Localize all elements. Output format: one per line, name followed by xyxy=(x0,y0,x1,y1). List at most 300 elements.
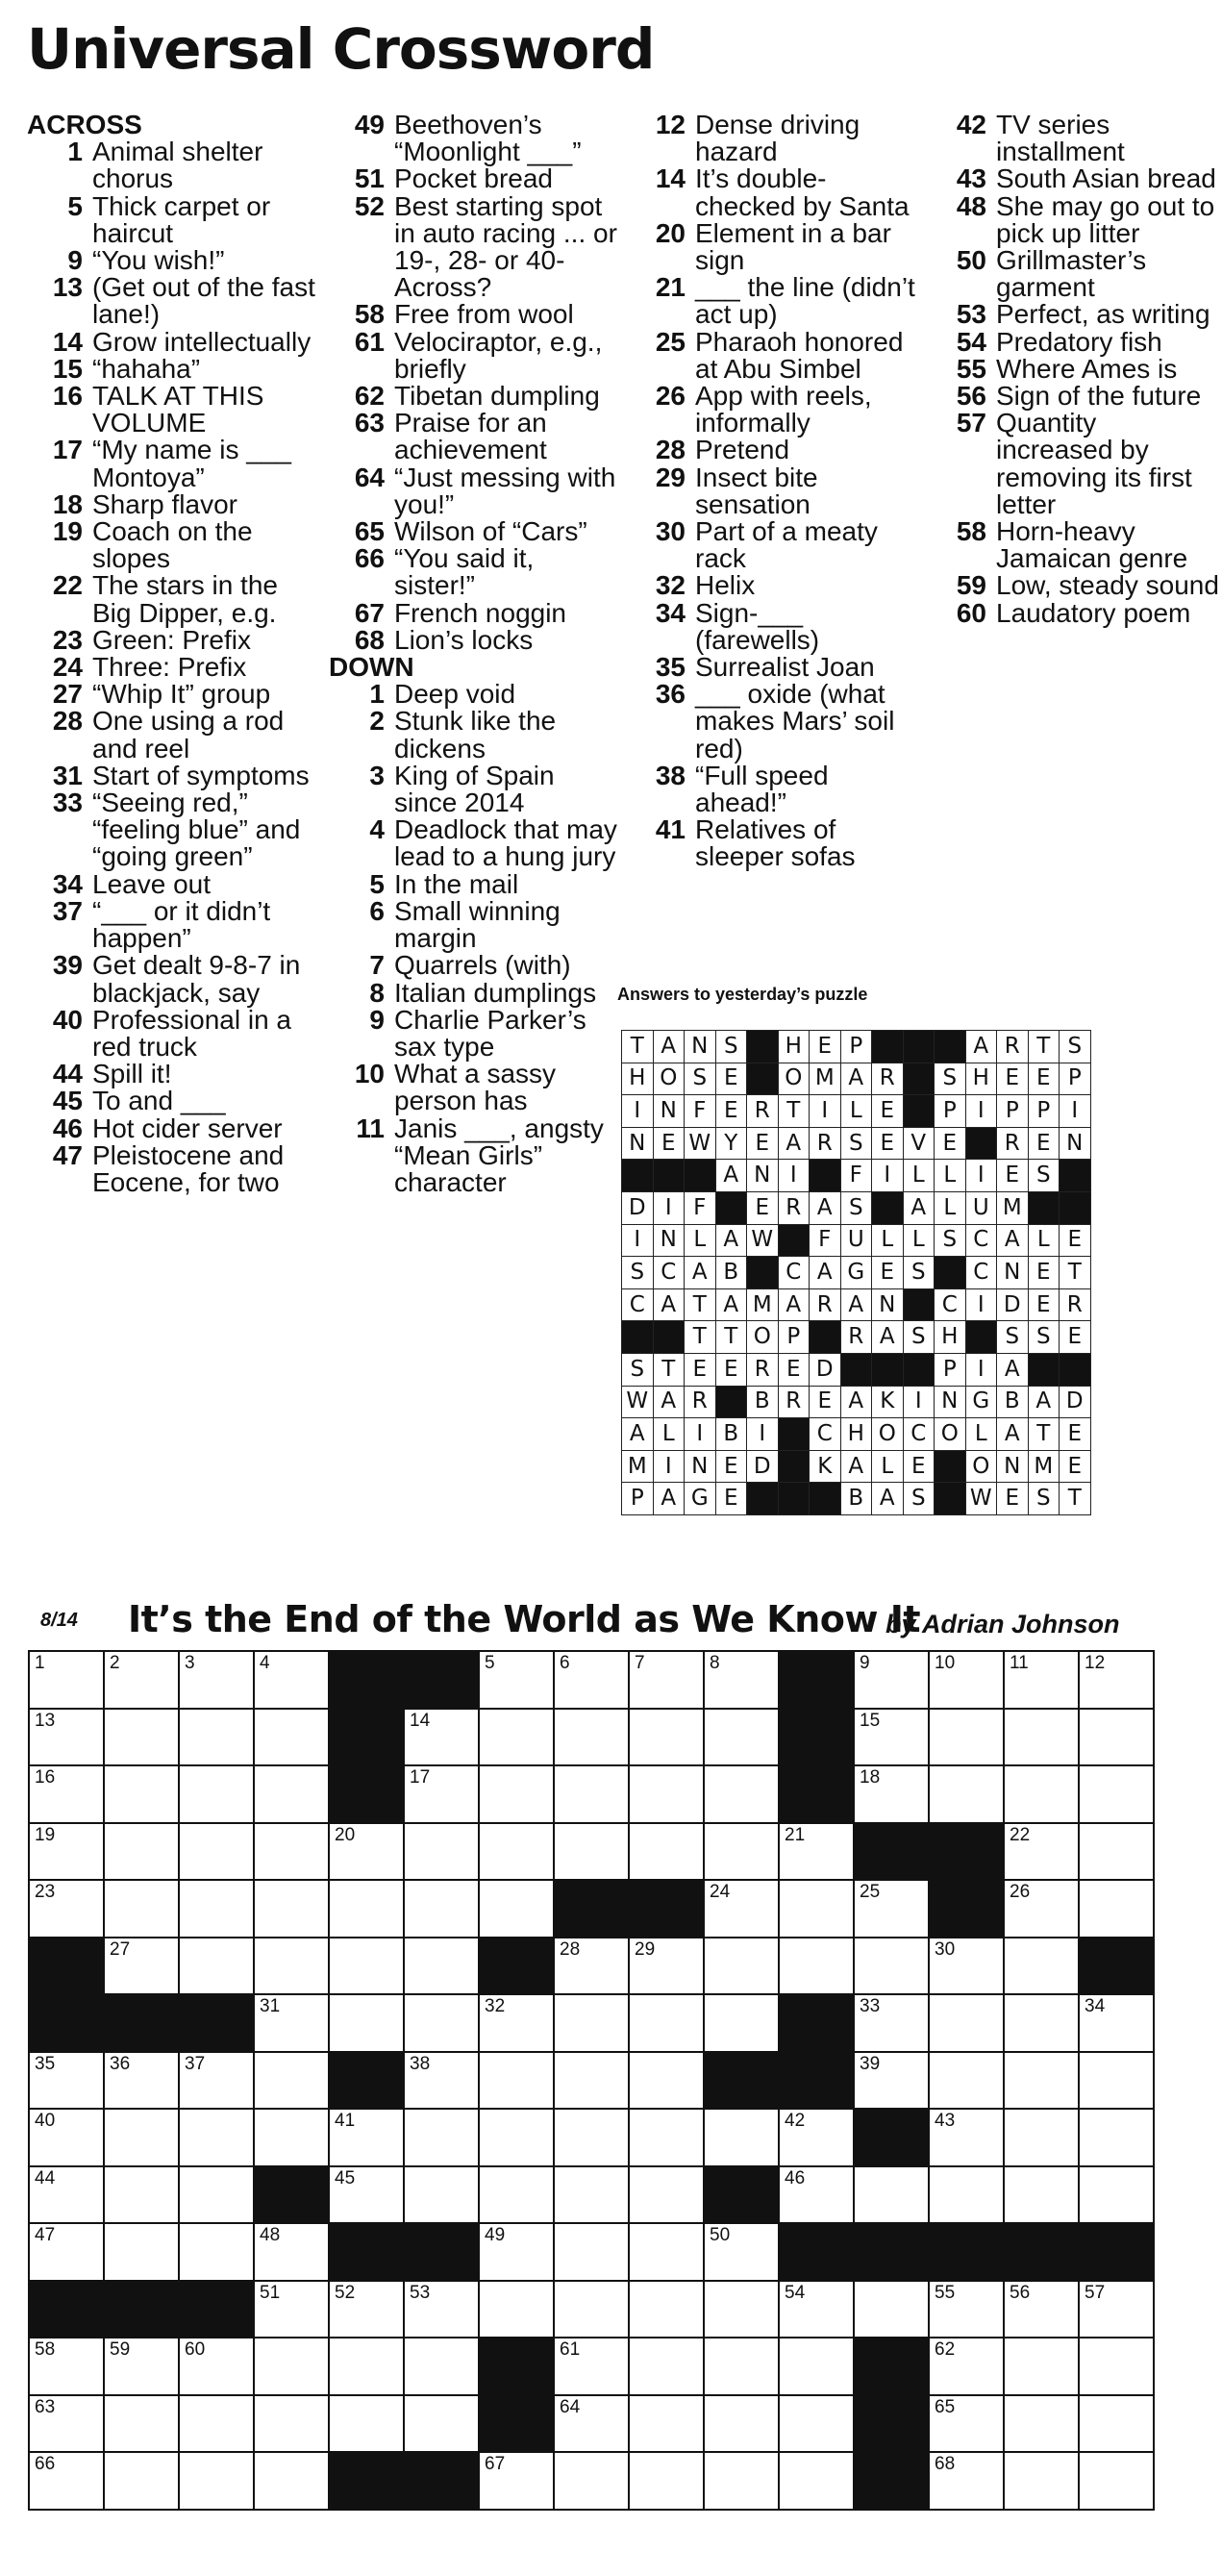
answer-cell: E xyxy=(1028,1127,1060,1160)
grid-cell[interactable] xyxy=(179,2166,254,2224)
grid-cell[interactable] xyxy=(854,1709,929,1766)
clue-text: Sign of the future xyxy=(996,381,1202,412)
grid-cell[interactable] xyxy=(629,2281,704,2338)
grid-cell[interactable] xyxy=(329,2338,404,2395)
clue-number: 20 xyxy=(655,217,686,248)
grid-cell[interactable] xyxy=(929,2109,1004,2166)
grid-cell[interactable] xyxy=(404,1994,479,2052)
clue-text: Where Ames is xyxy=(996,353,1178,384)
grid-cell[interactable] xyxy=(104,2166,179,2224)
black-square xyxy=(329,2452,404,2510)
grid-cell[interactable] xyxy=(1079,1994,1154,2052)
answer-cell: T xyxy=(622,1031,654,1063)
grid-cell[interactable] xyxy=(1004,1651,1079,1709)
grid-cell[interactable] xyxy=(479,1709,554,1766)
grid-cell[interactable] xyxy=(29,1880,104,1938)
grid-cell[interactable] xyxy=(1079,2452,1154,2510)
answer-cell: A xyxy=(715,1224,747,1257)
answer-cell: D xyxy=(1060,1386,1091,1418)
grid-cell[interactable] xyxy=(179,1938,254,1995)
grid-cell[interactable] xyxy=(104,1938,179,1995)
grid-cell[interactable] xyxy=(629,1651,704,1709)
clue-number: 23 xyxy=(52,624,83,655)
answer-cell: O xyxy=(872,1418,904,1451)
grid-cell[interactable] xyxy=(104,2223,179,2281)
grid-cell[interactable] xyxy=(479,2223,554,2281)
answer-cell: S xyxy=(715,1031,747,1063)
clue-text: Pleistocene and Eocene, for two xyxy=(92,1139,285,1197)
grid-cell[interactable] xyxy=(29,1823,104,1881)
grid-cell[interactable] xyxy=(104,2109,179,2166)
grid-cell[interactable] xyxy=(404,1709,479,1766)
clue-column-3 xyxy=(630,112,918,871)
grid-cell[interactable] xyxy=(29,2395,104,2453)
grid-cell[interactable] xyxy=(329,1994,404,2052)
cell-number: 21 xyxy=(785,1824,806,1845)
cell-number: 44 xyxy=(35,2167,56,2188)
clue-number: 54 xyxy=(956,326,986,357)
across-clue xyxy=(27,437,315,490)
grid-cell[interactable] xyxy=(704,1938,779,1995)
grid-cell[interactable] xyxy=(854,2052,929,2110)
answer-cell: I xyxy=(903,1386,935,1418)
clue-text: The stars in the Big Dipper, e.g. xyxy=(92,570,278,628)
grid-cell[interactable] xyxy=(704,1651,779,1709)
grid-cell[interactable] xyxy=(629,2452,704,2510)
answer-cell: F xyxy=(685,1095,716,1128)
grid-cell[interactable] xyxy=(104,2395,179,2453)
clue-text: “You said it, sister!” xyxy=(394,543,535,601)
grid-cell[interactable] xyxy=(1004,1765,1079,1823)
across-clue xyxy=(27,1004,315,1062)
clue-number: 8 xyxy=(369,977,385,1008)
grid-cell[interactable] xyxy=(29,2223,104,2281)
grid-cell[interactable] xyxy=(329,1823,404,1881)
clue-number: 53 xyxy=(956,299,986,330)
grid-cell[interactable] xyxy=(479,2052,554,2110)
grid-cell[interactable] xyxy=(29,2166,104,2224)
grid-cell[interactable] xyxy=(704,2223,779,2281)
grid-cell[interactable] xyxy=(404,2395,479,2453)
grid-cell[interactable] xyxy=(254,2281,329,2338)
grid-cell[interactable] xyxy=(554,2166,629,2224)
grid-cell[interactable] xyxy=(1079,2395,1154,2453)
answer-cell: A xyxy=(872,1483,904,1515)
grid-cell[interactable] xyxy=(329,2166,404,2224)
grid-cell[interactable] xyxy=(1079,1765,1154,1823)
black-square xyxy=(747,1063,779,1095)
grid-cell[interactable] xyxy=(1079,1651,1154,1709)
grid-cell[interactable] xyxy=(704,1880,779,1938)
grid-cell[interactable] xyxy=(1079,2052,1154,2110)
grid-cell[interactable] xyxy=(1079,1709,1154,1766)
grid-cell[interactable] xyxy=(629,1709,704,1766)
grid-cell[interactable] xyxy=(29,1651,104,1709)
black-square xyxy=(935,1031,966,1063)
black-square xyxy=(1079,2223,1154,2281)
grid-cell[interactable] xyxy=(1004,2109,1079,2166)
grid-cell[interactable] xyxy=(779,1823,854,1881)
grid-cell[interactable] xyxy=(854,1651,929,1709)
clue-text: “Seeing red,” “feeling blue” and “going green” xyxy=(92,788,301,872)
grid-cell[interactable] xyxy=(629,1994,704,2052)
clue-number: 44 xyxy=(52,1059,83,1089)
grid-cell[interactable] xyxy=(254,2052,329,2110)
grid-cell[interactable] xyxy=(1004,2052,1079,2110)
grid-cell[interactable] xyxy=(29,1765,104,1823)
clue-text: TV series installment xyxy=(996,110,1125,167)
cell-number: 43 xyxy=(935,2111,956,2131)
cell-number: 16 xyxy=(35,1767,56,1788)
clue-text: Professional in a red truck xyxy=(92,1004,292,1062)
grid-cell[interactable] xyxy=(1004,1938,1079,1995)
grid-cell[interactable] xyxy=(704,2281,779,2338)
clue-number: 25 xyxy=(655,326,686,357)
grid-cell[interactable] xyxy=(1004,1823,1079,1881)
answer-cell: P xyxy=(997,1095,1029,1128)
grid-cell[interactable] xyxy=(179,2052,254,2110)
answer-cell: N xyxy=(685,1450,716,1483)
grid-cell[interactable] xyxy=(929,2452,1004,2510)
clue-number: 27 xyxy=(52,679,83,710)
grid-cell[interactable] xyxy=(554,1651,629,1709)
grid-cell[interactable] xyxy=(554,1709,629,1766)
answer-cell: F xyxy=(840,1160,872,1192)
clue-number: 26 xyxy=(655,381,686,412)
clue-text: Insect bite sensation xyxy=(695,462,818,519)
grid-cell[interactable] xyxy=(1004,2281,1079,2338)
grid-cell[interactable] xyxy=(254,2109,329,2166)
grid-cell[interactable] xyxy=(404,1823,479,1881)
grid-cell[interactable] xyxy=(254,1823,329,1881)
grid-cell[interactable] xyxy=(404,2052,479,2110)
grid-cell[interactable] xyxy=(854,1994,929,2052)
grid-cell[interactable] xyxy=(779,2281,854,2338)
grid-cell[interactable] xyxy=(704,1994,779,2052)
grid-cell[interactable] xyxy=(179,2109,254,2166)
grid-cell[interactable] xyxy=(404,2166,479,2224)
grid-cell[interactable] xyxy=(779,2338,854,2395)
grid-cell[interactable] xyxy=(104,1709,179,1766)
answer-cell: O xyxy=(653,1063,685,1095)
answer-cell: N xyxy=(622,1127,654,1160)
grid-cell[interactable] xyxy=(929,2166,1004,2224)
grid-cell[interactable] xyxy=(404,1880,479,1938)
grid-cell[interactable] xyxy=(329,2281,404,2338)
cell-number: 20 xyxy=(335,1824,356,1845)
grid-cell[interactable] xyxy=(629,1765,704,1823)
down-clue xyxy=(931,165,1219,192)
grid-cell[interactable] xyxy=(554,1994,629,2052)
grid-cell[interactable] xyxy=(179,1880,254,1938)
grid-cell[interactable] xyxy=(629,1938,704,1995)
grid-cell[interactable] xyxy=(104,1880,179,1938)
grid-cell[interactable] xyxy=(929,1994,1004,2052)
grid-cell[interactable] xyxy=(1079,2338,1154,2395)
black-square xyxy=(1004,2223,1079,2281)
grid-cell[interactable] xyxy=(479,2281,554,2338)
grid-cell[interactable] xyxy=(779,2109,854,2166)
grid-cell[interactable] xyxy=(929,2281,1004,2338)
grid-cell[interactable] xyxy=(104,2338,179,2395)
grid-cell[interactable] xyxy=(1079,2281,1154,2338)
answer-cell: A xyxy=(810,1257,841,1289)
clue-text: Get dealt 9-8-7 in blackjack, say xyxy=(92,950,301,1008)
grid-cell[interactable] xyxy=(29,2109,104,2166)
grid-cell[interactable] xyxy=(179,2452,254,2510)
grid-cell[interactable] xyxy=(179,2395,254,2453)
grid-cell[interactable] xyxy=(404,1765,479,1823)
grid-cell[interactable] xyxy=(329,1938,404,1995)
clue-text: Janis ___, angsty “Mean Girls” character xyxy=(394,1113,604,1197)
grid-cell[interactable] xyxy=(1079,2166,1154,2224)
grid-cell[interactable] xyxy=(554,2338,629,2395)
grid-cell[interactable] xyxy=(629,2395,704,2453)
grid-cell[interactable] xyxy=(779,2452,854,2510)
grid-cell[interactable] xyxy=(554,1823,629,1881)
grid-cell[interactable] xyxy=(479,1651,554,1709)
grid-cell[interactable] xyxy=(854,1880,929,1938)
grid-cell[interactable] xyxy=(554,2223,629,2281)
answer-cell: E xyxy=(747,1127,779,1160)
grid-cell[interactable] xyxy=(704,2395,779,2453)
grid-cell[interactable] xyxy=(1079,1823,1154,1881)
grid-cell[interactable] xyxy=(779,2395,854,2453)
grid-cell[interactable] xyxy=(254,2338,329,2395)
grid-cell[interactable] xyxy=(554,2281,629,2338)
black-square xyxy=(929,2223,1004,2281)
grid-cell[interactable] xyxy=(254,2223,329,2281)
black-square xyxy=(935,1450,966,1483)
grid-cell[interactable] xyxy=(104,2052,179,2110)
grid-cell[interactable] xyxy=(404,2281,479,2338)
grid-cell[interactable] xyxy=(254,2395,329,2453)
clue-text: Animal shelter chorus xyxy=(92,137,263,194)
black-square xyxy=(715,1191,747,1224)
grid-cell[interactable] xyxy=(929,1938,1004,1995)
grid-cell[interactable] xyxy=(479,1880,554,1938)
answer-cell: S xyxy=(1028,1483,1060,1515)
grid-cell[interactable] xyxy=(629,1823,704,1881)
clue-number: 1 xyxy=(67,137,83,167)
answer-cell: W xyxy=(622,1386,654,1418)
answer-cell: T xyxy=(778,1095,810,1128)
grid-cell[interactable] xyxy=(254,1938,329,1995)
answer-cell: A xyxy=(778,1288,810,1321)
grid-cell[interactable] xyxy=(704,2109,779,2166)
answer-cell: T xyxy=(1060,1257,1091,1289)
cell-number: 27 xyxy=(110,1938,131,1960)
grid-cell[interactable] xyxy=(29,2452,104,2510)
answer-cell: T xyxy=(715,1321,747,1354)
cell-number: 24 xyxy=(710,1882,731,1902)
answer-cell: D xyxy=(622,1191,654,1224)
answer-cell: O xyxy=(778,1063,810,1095)
answer-cell: E xyxy=(715,1353,747,1386)
grid-cell[interactable] xyxy=(929,1709,1004,1766)
grid-cell[interactable] xyxy=(329,2109,404,2166)
clue-text: Small winning margin xyxy=(394,895,561,954)
black-square xyxy=(104,2281,179,2338)
down-clue xyxy=(630,437,918,463)
grid-cell[interactable] xyxy=(254,1651,329,1709)
answer-cell: W xyxy=(685,1127,716,1160)
grid-cell[interactable] xyxy=(554,2395,629,2453)
clue-text: Three: Prefix xyxy=(92,652,247,683)
grid-cell[interactable] xyxy=(554,1938,629,1995)
grid-cell[interactable] xyxy=(179,1651,254,1709)
grid-cell[interactable] xyxy=(404,2109,479,2166)
clue-number: 57 xyxy=(956,408,986,438)
grid-cell[interactable] xyxy=(254,1765,329,1823)
grid-cell[interactable] xyxy=(854,2166,929,2224)
down-clue xyxy=(329,1004,617,1062)
answer-cell: K xyxy=(872,1386,904,1418)
grid-cell[interactable] xyxy=(179,2223,254,2281)
cell-number: 8 xyxy=(710,1653,720,1673)
answer-cell: C xyxy=(622,1288,654,1321)
clue-number: 59 xyxy=(956,570,986,601)
cell-number: 3 xyxy=(185,1653,195,1673)
grid-cell[interactable] xyxy=(1004,2166,1079,2224)
grid-cell[interactable] xyxy=(779,2166,854,2224)
grid-cell[interactable] xyxy=(104,1823,179,1881)
grid-cell[interactable] xyxy=(704,2452,779,2510)
answer-cell: L xyxy=(935,1160,966,1192)
cell-number: 40 xyxy=(35,2111,56,2131)
clue-number: 30 xyxy=(655,516,686,547)
grid-cell[interactable] xyxy=(179,1765,254,1823)
grid-cell[interactable] xyxy=(479,2109,554,2166)
grid-cell[interactable] xyxy=(1079,2109,1154,2166)
grid-cell[interactable] xyxy=(629,2338,704,2395)
grid-cell[interactable] xyxy=(929,2338,1004,2395)
grid-cell[interactable] xyxy=(329,2395,404,2453)
grid-cell[interactable] xyxy=(779,1938,854,1995)
across-clue xyxy=(329,326,617,384)
clue-number: 47 xyxy=(52,1139,83,1170)
answer-cell: E xyxy=(935,1127,966,1160)
grid-cell[interactable] xyxy=(29,1709,104,1766)
grid-cell[interactable] xyxy=(29,2052,104,2110)
grid-cell[interactable] xyxy=(704,2338,779,2395)
grid-cell[interactable] xyxy=(554,2052,629,2110)
grid-cell[interactable] xyxy=(104,2452,179,2510)
grid-cell[interactable] xyxy=(554,1765,629,1823)
across-clue xyxy=(329,410,617,463)
grid-cell[interactable] xyxy=(254,1994,329,2052)
cell-number: 60 xyxy=(185,2339,206,2360)
grid-cell[interactable] xyxy=(929,1651,1004,1709)
grid-cell[interactable] xyxy=(1004,2452,1079,2510)
clue-text: “Full speed ahead!” xyxy=(695,760,829,818)
grid-cell[interactable] xyxy=(854,1938,929,1995)
grid-cell[interactable] xyxy=(179,1709,254,1766)
down-clue xyxy=(630,572,918,599)
clue-number: 29 xyxy=(655,462,686,492)
grid-cell[interactable] xyxy=(1079,1880,1154,1938)
answer-cell: A xyxy=(715,1288,747,1321)
cell-number: 14 xyxy=(410,1710,431,1731)
clue-text: Perfect, as writing xyxy=(996,299,1210,330)
grid-cell[interactable] xyxy=(29,2338,104,2395)
answer-cell: M xyxy=(810,1063,841,1095)
grid-cell[interactable] xyxy=(704,1709,779,1766)
cell-number: 62 xyxy=(935,2339,956,2360)
answer-cell: I xyxy=(965,1160,997,1192)
grid-cell[interactable] xyxy=(1004,1994,1079,2052)
grid-cell[interactable] xyxy=(704,1823,779,1881)
grid-cell[interactable] xyxy=(179,1823,254,1881)
answers-label: Answers to yesterday’s puzzle xyxy=(617,985,868,1004)
grid-cell[interactable] xyxy=(854,1765,929,1823)
grid-cell[interactable] xyxy=(629,2052,704,2110)
black-square xyxy=(29,2281,104,2338)
grid-cell[interactable] xyxy=(254,1709,329,1766)
grid-cell[interactable] xyxy=(779,1880,854,1938)
grid-cell[interactable] xyxy=(929,1765,1004,1823)
clue-text: ___ the line (didn’t act up) xyxy=(695,272,915,330)
answer-cell: R xyxy=(778,1386,810,1418)
grid-cell[interactable] xyxy=(104,1765,179,1823)
cell-number: 64 xyxy=(560,2396,581,2417)
grid-cell[interactable] xyxy=(629,2223,704,2281)
answer-cell: A xyxy=(653,1031,685,1063)
clue-text: French noggin xyxy=(394,597,567,628)
cell-number: 25 xyxy=(860,1882,881,1902)
clue-number: 37 xyxy=(52,895,83,926)
answer-cell: D xyxy=(747,1450,779,1483)
grid-cell[interactable] xyxy=(479,1823,554,1881)
grid-cell[interactable] xyxy=(479,2452,554,2510)
clue-number: 19 xyxy=(52,516,83,547)
grid-cell[interactable] xyxy=(404,1938,479,1995)
grid-cell[interactable] xyxy=(929,2052,1004,2110)
grid-cell[interactable] xyxy=(629,2166,704,2224)
grid-cell[interactable] xyxy=(404,2338,479,2395)
grid-cell[interactable] xyxy=(554,2109,629,2166)
grid-cell[interactable] xyxy=(104,1651,179,1709)
cell-number: 2 xyxy=(110,1653,120,1673)
grid-cell[interactable] xyxy=(1004,1880,1079,1938)
grid-cell[interactable] xyxy=(1004,2338,1079,2395)
grid-cell[interactable] xyxy=(704,1765,779,1823)
grid-cell[interactable] xyxy=(329,1880,404,1938)
across-clue xyxy=(329,190,617,303)
grid-cell[interactable] xyxy=(629,2109,704,2166)
grid-cell[interactable] xyxy=(479,1765,554,1823)
grid-cell[interactable] xyxy=(179,2338,254,2395)
black-square xyxy=(747,1257,779,1289)
black-square xyxy=(747,1483,779,1515)
grid-cell[interactable] xyxy=(1004,2395,1079,2453)
grid-cell[interactable] xyxy=(554,2452,629,2510)
clue-text: Grillmaster’s garment xyxy=(996,245,1147,303)
grid-cell[interactable] xyxy=(1004,1709,1079,1766)
answer-cell: T xyxy=(1028,1031,1060,1063)
grid-cell[interactable] xyxy=(254,2452,329,2510)
grid-cell[interactable] xyxy=(854,2281,929,2338)
clue-number: 3 xyxy=(369,760,385,790)
answer-cell: R xyxy=(747,1353,779,1386)
grid-cell[interactable] xyxy=(929,2395,1004,2453)
clue-number: 63 xyxy=(354,408,385,438)
grid-cell[interactable] xyxy=(479,2166,554,2224)
answer-cell: E xyxy=(715,1095,747,1128)
answer-cell: I xyxy=(1060,1095,1091,1128)
grid-cell[interactable] xyxy=(479,1994,554,2052)
grid-cell[interactable] xyxy=(254,1880,329,1938)
